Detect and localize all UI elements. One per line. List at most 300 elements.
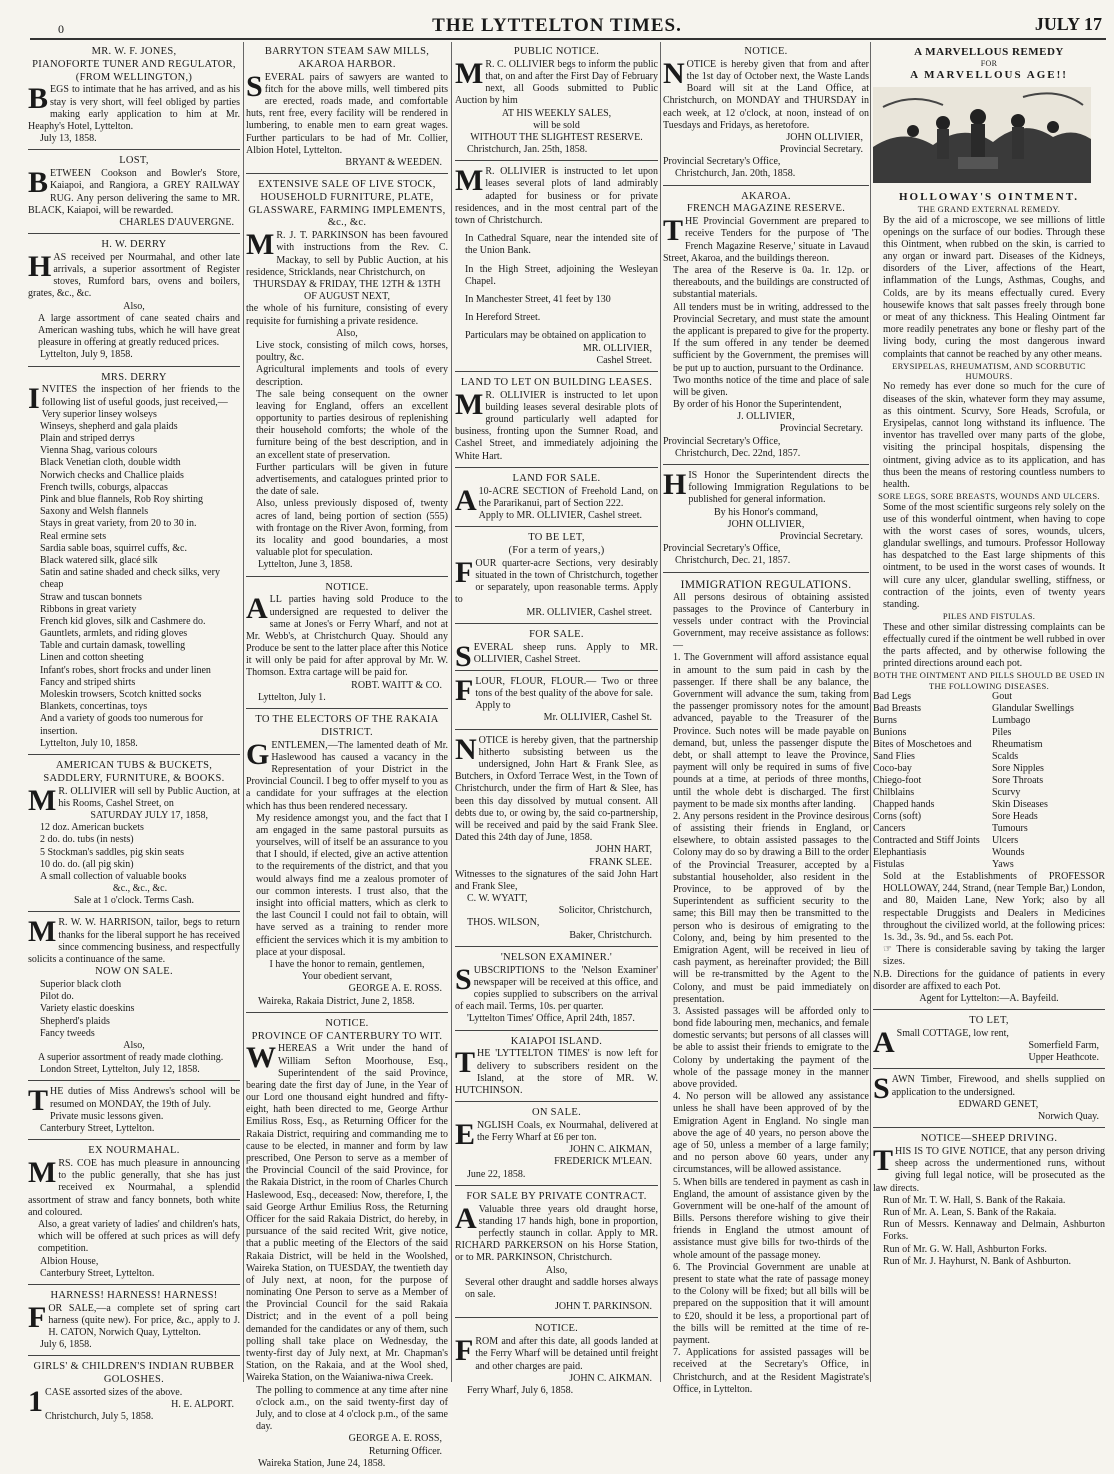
advert-address: Canterbury Street, Lyttelton.	[40, 1123, 155, 1135]
advert-heading: NOTICE.	[534, 1323, 579, 1335]
drop-cap: M	[28, 1156, 57, 1190]
advert-heading: FOR SALE BY PRIVATE CONTRACT.	[466, 1190, 647, 1202]
advert-body: HE duties of Miss Andrews's school will be resumed on MONDAY, the 19th of July.	[50, 1086, 240, 1110]
table-cell: Sore Throats	[992, 775, 1044, 787]
advert-harness	[28, 1288, 240, 1357]
drop-cap: F	[455, 555, 474, 589]
list-item: 5 Stockman's saddles, pig skin seats	[40, 846, 185, 858]
advert-body: No remedy has ever done so much for the cure of diseases of the skin, whatever form they may assume, as this ointment. Scurvy, Sore Heads, Scrofula, or Erysipelas, cannot long withstand its influence. The inventor has travelled over many parts of the globe, visiting the principal hospitals, dispensing the ointment, giving advice as to its application, and has thus been the means of restoring countless numbers to health.	[883, 381, 1105, 490]
drop-cap: N	[663, 56, 685, 90]
engraving-illustration	[873, 87, 1091, 183]
advert-date: Ferry Wharf, July 6, 1858.	[467, 1384, 574, 1396]
advert-public-notice	[455, 44, 658, 161]
advert-signature: ROBT. WAITT & CO.	[351, 679, 442, 691]
list-item: Stays in great variety, from 20 to 30 in.	[40, 518, 197, 530]
drop-cap: S	[455, 639, 472, 673]
column-2	[246, 44, 448, 1469]
list-item: French twills, coburgs, alpaccas	[40, 481, 168, 493]
advert-body: OTICE is hereby given, that the partnership hitherto subsisting between us the undersigned, John Hart & Frank Slee, as Butchers, in Oxford Terrace West, in the Town of Christchurch, under the firm of Hart & Slee, has been this day dissolved by mutual consent. All debts due to, or owing by, the said co-partnership, will be received and paid by the said Frank Slee. Dated this 24th day of June, 1858.	[455, 734, 658, 844]
advert-signature: JOHN C. AIKMAN.	[569, 1372, 652, 1384]
list-item: Pilot do.	[40, 991, 74, 1003]
regulation-item: 4. No person will be allowed any assistance unless he shall have been approved of by the Emigration Agent in England. No single man above the age of 40 years, no person above the age of 50, unless a member of a large family; and no person above 60 years, under any circumstances, will be allowed assistance.	[673, 1091, 869, 1176]
advert-goloshes	[28, 1359, 240, 1427]
table-cell: Scalds	[992, 751, 1019, 763]
drop-cap: S	[246, 69, 263, 103]
advert-address: Albion House,	[40, 1255, 99, 1267]
advert-saw-mills	[246, 44, 448, 174]
page-header	[0, 0, 1114, 40]
list-item: Winseys, shepherd and gala plaids	[40, 420, 178, 432]
advert-signature: Mr. OLLIVIER, Cashel St.	[543, 712, 652, 724]
drop-cap: S	[873, 1072, 890, 1106]
drop-cap: M	[455, 387, 484, 421]
advert-body: By his Honor's command,	[713, 506, 819, 518]
witness-title: Baker, Christchurch.	[569, 929, 652, 941]
advert-subhead: SORE LEGS, SORE BREASTS, WOUNDS AND ULCERS.	[878, 491, 1100, 502]
drop-cap: T	[663, 214, 684, 248]
advert-body: EGS to intimate that he has arrived, and as his stay is very short, will feel obliged by parties making early application to him at Mr. Heaphy's Hotel, Lyttelton.	[28, 84, 240, 132]
advert-body: ETWEEN Cookson and Bowler's Store, Kaiapoi, and Rangiora, a GREY RAILWAY RUG. Any person delivering the same to MR. BLACK, Kaiapoi, will be rewarded.	[28, 168, 240, 216]
table-cell: Bad Breasts	[873, 703, 922, 715]
advert-body: Sold at the Establishments of PROFESSOR HOLLOWAY, 244, Strand, (near Temple Bar,) London, and 80, Maiden Lane, New York; also by all respectable Druggists and Dealers in Medicines throughout the civilized world, at the following prices: 1s. 3d., 3s. 9d., and 5s. each Pot.	[883, 871, 1105, 943]
advert-heading: AKAROA.	[741, 190, 791, 202]
advert-body: Also, a great variety of ladies' and children's hats, which will be offered at such prices as will defy competition.	[38, 1218, 240, 1255]
advert-heading: NOTICE.	[744, 46, 788, 57]
advert-body: N.B. Directions for the guidance of patients in every disorder are affixed to each Pot.	[873, 968, 1105, 992]
advert-body: IS Honor the Superintendent directs the following Immigration Regulations to be published for general information.	[688, 470, 869, 506]
advert-body: Some of the most scientific surgeons rely solely on the use of this wonderful ointment, when having to cope with the worst cases of sores, wounds, ulcers, glandular swellings, and tumours. Professor Holloway has despatched to the East large shipments of this ointment, to be used in the worst cases of wounds. It will cure any ulcer, glandular swelling, stiffness, or contraction of the joints, even of twenty years standing.	[883, 501, 1105, 611]
advert-signature: Upper Heathcote.	[1028, 1052, 1099, 1064]
advert-body: Apply to	[475, 700, 511, 712]
advert-body: HE 'LYTTELTON TIMES' is now left for delivery to subscribers resident on the Island, at the store of MR. W. HUTCHINSON.	[455, 1048, 658, 1096]
list-item: Saxony and Welsh flannels	[40, 506, 149, 518]
list-item: Vienna Shag, various colours	[40, 445, 158, 457]
advert-also: Also,	[123, 1039, 145, 1051]
advert-body: In the High Street, adjoining the Wesleyan Chapel.	[465, 263, 658, 287]
advert-kaiapoi-island	[455, 1034, 658, 1103]
goods-list	[28, 409, 240, 738]
advert-holloway	[873, 44, 1105, 1010]
list-item: Black Venetian cloth, double width	[40, 457, 181, 469]
advert-signature: EDWARD GENET,	[958, 1098, 1039, 1110]
advert-body: Apply to MR. OLLIVIER, Cashel street.	[478, 510, 642, 522]
advert-mrs-coe	[28, 1143, 240, 1285]
advert-signature: Cashel Street.	[596, 354, 652, 366]
witness-title: Solicitor, Christchurch,	[558, 905, 652, 917]
list-item: Real ermine sets	[40, 530, 107, 542]
table-cell: Ulcers	[992, 835, 1019, 847]
regulation-item: 5. When bills are tendered in payment as cash in England, the amount of assistance given by the Government will be one-half of the amount of Bills. Persons therefore wishing to give their friends in England the utmost amount of assistance must give bills for two-thirds of the whole amount of the passage money.	[673, 1176, 869, 1261]
advert-subhead: BOTH THE OINTMENT AND PILLS SHOULD BE USED IN THE FOLLOWING DISEASES.	[873, 670, 1105, 691]
list-item: Sardia sable boas, squirrel cuffs, &c.	[40, 542, 187, 554]
list-item: French kid gloves, silk and Cashmere do.	[40, 615, 206, 627]
table-cell: Coco-bay	[873, 763, 912, 775]
advert-writ	[246, 1016, 448, 1474]
column-4	[663, 44, 869, 1395]
list-item: 2 do. do. tubs (in nests)	[40, 834, 134, 846]
sale-date: THURSDAY & FRIDAY, THE 12TH & 13TH OF AUGUST NEXT,	[253, 279, 441, 303]
column-rule	[243, 42, 244, 1382]
advert-body: HEREAS a Writ under the hand of William Sefton Moorhouse, Esq., Superintendent of the said Province, bearing date the first day of June, in the Year of our Lord one thousand eight hundred and fifty-eight, hath been directed to me, George Arthur Emilius Ross, Esq., as Returning Officer for the Rakaia District, requiring and commanding me to cause to be elected, in manner and form by law prescribed, One Person to serve as a member of the Provincial Council of the said Province, for the Rakaia District, in the room of Charles Church Haslewood, Esq., deceased: Now, therefore, I, the said George Arthur Emilius Ross, the Returning Officer for the said Rakaia District, do hereby, in pursuance of the said recited Writ, give notice, that a public meeting of the Electors of the said Rakaia District, will be held in the Woolshed, Waireka Station, on TUESDAY, the twentieth day of July next, at noon, for the purpose of nominating One Person to serve as a Member of the Provincial Council for the said Rakaia District; and in the event of a poll being demanded for the candidates or any of them, such polling shall take place on Wednesday, the twenty-first day of July next, at Mr. Chapman's Station, on the Rakaia, and at the Wool shed, Waireka Station, on the Waianiwa-niwa Creek.	[246, 1043, 448, 1384]
list-item: 12 doz. American buckets	[40, 822, 144, 834]
advert-title: HOLLOWAY'S OINTMENT.	[899, 190, 1079, 203]
drop-cap: B	[28, 82, 49, 116]
advert-heading: AMERICAN TUBS & BUCKETS, SADDLERY, FURNITURE, & BOOKS.	[43, 759, 225, 784]
advert-date: Waireka Station, June 24, 1858.	[258, 1457, 386, 1469]
advert-to-be-let	[455, 530, 658, 624]
advert-body: Valuable three years old draught horse, standing 17 hands high, bone in proportion, perfectly staunch in collar. Apply to MR. RICHARD PARKERSON on his Horse Station, or to MR. PARKINSON, Christchurch.	[455, 1203, 658, 1264]
advert-address: Christchurch, Jan. 20th, 1858.	[675, 168, 796, 180]
advert-signature: JOHN OLLIVIER,	[786, 131, 863, 143]
advert-date: Lyttelton, June 3, 1858.	[258, 559, 353, 571]
advert-piano-tuner	[28, 44, 240, 150]
advert-address: Provincial Secretary's Office,	[663, 156, 781, 168]
column-5	[873, 44, 1105, 1384]
table-cell: Sore Nipples	[992, 763, 1044, 775]
advert-body: Several other draught and saddle horses always on sale.	[465, 1276, 658, 1300]
table-cell: Bunions	[873, 727, 907, 739]
advert-signature: FRANK SLEE.	[589, 856, 652, 868]
table-cell: Piles	[992, 727, 1012, 739]
advert-body: will be sold	[533, 119, 580, 131]
table-cell: Chapped hands	[873, 799, 935, 811]
advert-date: July 6, 1858.	[40, 1339, 92, 1351]
column-rule	[451, 42, 452, 1382]
advert-body: The sale being consequent on the owner leaving for England, offers an excellent opportunity to parties desirous of replenishing their household comforts; the whole of the furniture being of the best description, and in an excellent state of preservation.	[256, 388, 448, 461]
regulation-item: 3. Assisted passages will be afforded only to bond fide labouring men, mechanics, and female domestic servants; but persons of all classes will be able to assist their friends to emigrate to the Colony by undertaking the payment of the whole of the passage money in the manner above provided.	[673, 1005, 869, 1091]
advert-heading: LAND FOR SALE.	[512, 472, 601, 484]
list-item: Plain and striped derrys	[40, 433, 135, 445]
advert-body: Two months notice of the time and place of sale will be given.	[673, 374, 869, 398]
drop-cap: A	[246, 592, 268, 626]
advert-body: CASE assorted sizes of the above.	[45, 1387, 183, 1399]
advert-body: Also, unless previously disposed of, twenty acres of land, being portion of section (555) with frontage on the River Avon, forming, from its locality and good boundaries, a most valuable plot for speculation.	[256, 498, 448, 559]
list-item: Norwich checks and Challice plaids	[40, 469, 184, 481]
drop-cap: G	[246, 737, 270, 771]
advert-signature: J. OLLIVIER,	[737, 411, 795, 423]
list-item: Satin and satine shaded and check silks, very cheap	[40, 567, 220, 591]
advert-address: Provincial Secretary's Office,	[663, 435, 781, 447]
advert-heading: HARNESS! HARNESS! HARNESS!	[50, 1289, 218, 1301]
advert-signature: GEORGE A. E. ROSS.	[348, 983, 442, 995]
list-item: 10 do. do. (all pig skin)	[40, 858, 134, 870]
advert-address: Christchurch, Dec. 22nd, 1857.	[675, 447, 801, 459]
advert-signature: Provincial Secretary.	[779, 530, 863, 542]
advert-body: OTICE is hereby given that from and after the 1st day of October next, the Waste Lands Board will sit at the Land Office, at Christchurch, on MONDAY and THURSDAY in each week, at 12 o'clock, at noon, instead of on Tuesdays and Fridays, as heretofore.	[663, 58, 869, 131]
advert-body: ROM and after this date, all goods landed at the Ferry Wharf will be detained until freight and other charges are paid.	[475, 1336, 658, 1372]
table-cell: Chiego-foot	[873, 775, 922, 787]
advert-partnership	[455, 733, 658, 947]
advert-body: Agricultural implements and tools of every description.	[256, 364, 448, 388]
advert-signature: Norwich Quay.	[1037, 1111, 1099, 1123]
advert-body: EVERAL pairs of sawyers are wanted to fitch for the above mills, well timbered pits are erected, roads made, and comfortable huts, rent free, every facility will be rendered in lumbering, to enable men to earn great wages. Further particulars to be had of Mr. Collier, Albion Hotel, Lyttelton.	[246, 71, 448, 156]
advert-signature: FREDERICK M'LEAN.	[554, 1156, 652, 1168]
drop-cap: M	[246, 228, 275, 262]
advert-date: June 22, 1858.	[467, 1168, 526, 1180]
advert-body: R. OLLIVIER is instructed to let upon leases several plots of land admirably adapted for business or for private residences, and in the most central part of the town of Christchurch.	[455, 166, 658, 227]
list-item: Infant's robes, short frocks and under linen	[40, 664, 211, 676]
list-item: Linen and cotton sheeting	[40, 652, 144, 664]
advert-land-for-sale	[455, 471, 658, 527]
advert-body: In Manchester Street, 41 feet by 130	[465, 293, 611, 305]
list-item: Fancy tweeds	[40, 1027, 95, 1039]
list-item: Shepherd's plaids	[40, 1015, 110, 1027]
list-item: &c., &c., &c.	[112, 883, 168, 895]
advert-signature: Provincial Secretary.	[779, 144, 863, 156]
advert-signature: BRYANT & WEEDEN.	[345, 156, 442, 168]
advert-body: EVERAL sheep runs. Apply to MR. OLLIVIER, Cashel Street.	[473, 641, 658, 665]
advert-also: Also,	[336, 327, 358, 339]
table-cell: Burns	[873, 715, 897, 727]
advert-signature: JOHN HART,	[595, 844, 652, 856]
list-item: Run of Mr. T. W. Hall, S. Bank of the Rakaia.	[883, 1194, 1066, 1206]
advert-also: Also,	[123, 300, 145, 312]
drop-cap: M	[455, 56, 484, 90]
advert-closing: I have the honor to remain, gentlemen,	[269, 958, 425, 970]
advert-body: Witnesses to the signatures of the said John Hart and Frank Slee,	[455, 868, 658, 892]
witness-name: C. W. WYATT,	[467, 893, 528, 905]
advert-subhead: NOW ON SALE.	[95, 966, 173, 978]
list-item: Superior black cloth	[40, 978, 122, 990]
advert-heading: 'NELSON EXAMINER.'	[500, 951, 613, 963]
advert-heading: ON SALE.	[531, 1107, 582, 1119]
diseases-table	[873, 691, 1105, 871]
advert-body: AS received per Nourmahal, and other late arrivals, a superior assortment of Register stoves, Rumford bars, ovens and boilers, grates, &c., &c.	[28, 251, 240, 300]
advert-body: 10-ACRE SECTION of Freehold Land, on the Pararikanui, part of Section 222.	[478, 485, 658, 509]
advert-heading: A MARVELLOUS REMEDY	[914, 46, 1064, 58]
advert-body: ENTLEMEN,—The lamented death of Mr. Haslewood has caused a vacancy in the Representation of your District in the Provincial Council. I beg to offer myself to you as a candidate for your suffrages at the election which has thus been rendered necessary.	[246, 739, 448, 812]
advert-body: Particulars may be obtained on application to	[465, 330, 647, 342]
advert-heading: NOTICE.	[325, 1017, 369, 1029]
advert-honor-directs	[663, 468, 869, 573]
advert-body: LOUR, FLOUR, FLOUR.— Two or three tons of the best quality of the above for sale.	[475, 675, 658, 700]
advert-flour	[455, 674, 658, 730]
page-mark: 0	[58, 22, 64, 36]
drop-cap: F	[455, 673, 474, 707]
advert-signature: GEORGE A. E. ROSS,	[348, 1433, 442, 1445]
advert-heading: IMMIGRATION REGULATIONS.	[680, 578, 852, 591]
advert-date: Waireka, Rakaia District, June 2, 1858.	[258, 995, 415, 1007]
advert-body: NVITES the inspection of her friends to the following list of useful goods, just received,—	[41, 384, 240, 408]
advert-signature: JOHN C. AIKMAN,	[569, 1144, 652, 1156]
table-cell: Lumbago	[992, 715, 1031, 727]
advert-body: All tenders must be in writing, addressed to the Provincial Secretary, and must state the amount the applicant is prepared to give for the property. If the sum offered in any tender be deemed sufficient by the Government, the premises will be put up to auction, pursuant to the Ordinance.	[673, 301, 869, 374]
drop-cap: A	[455, 1201, 477, 1235]
advert-body: The area of the Reserve is 0a. 1r. 12p. or thereabouts, and the buildings are constructed of substantial materials.	[673, 265, 869, 301]
table-cell: Chilblains	[873, 787, 915, 799]
table-cell: Glandular Swellings	[992, 703, 1074, 715]
advert-lost	[28, 153, 240, 234]
column-1	[28, 44, 240, 1423]
drop-cap: M	[455, 164, 484, 198]
advert-subhead: FOR	[980, 59, 998, 69]
advert-body: OR SALE,—a complete set of spring cart harness (quite new). For price, &c., apply to J. H. CATON, Norwich Quay, Lyttelton.	[48, 1302, 240, 1339]
advert-signature: MR. OLLIVIER, Cashel street.	[526, 606, 652, 618]
advert-date: July 13, 1858.	[40, 133, 97, 145]
table-cell: Fistulas	[873, 859, 905, 871]
advert-heading: GIRLS' & CHILDREN'S INDIAN RUBBER GOLOSHES.	[33, 1361, 235, 1386]
list-item: Run of Mr. J. Hayhurst, N. Bank of Ashburton.	[883, 1255, 1072, 1267]
advert-date: London Street, Lyttelton, July 12, 1858.	[40, 1064, 200, 1076]
advert-signature: CHARLES D'AUVERGNE.	[119, 216, 234, 228]
advert-body: A large assortment of cane seated chairs and American washing tubs, which he will have great pleasure in offering at greatly reduced prices.	[38, 312, 240, 349]
advert-signature: Provincial Secretary.	[779, 423, 863, 435]
advert-signature: JOHN T. PARKINSON.	[554, 1301, 652, 1313]
advert-agent: Agent for Lyttelton:—A. Bayfeild.	[919, 992, 1059, 1004]
list-item: Run of Mr. A. Lean, S. Bank of the Rakaia.	[883, 1206, 1057, 1218]
advert-address: 'Lyttelton Times' Office, April 24th, 1857.	[467, 1013, 635, 1025]
advert-heading: H. W. DERRY	[101, 239, 167, 251]
advert-heading: TO THE ELECTORS OF THE RAKAIA DISTRICT.	[255, 714, 439, 738]
drop-cap: N	[455, 732, 477, 766]
list-item: Ribbons in great variety	[40, 603, 137, 615]
advert-subhead: THE GRAND EXTERNAL REMEDY.	[917, 204, 1061, 215]
drop-cap: F	[28, 1300, 47, 1334]
regulation-item: 1. The Government will afford assistance equal in amount to the sum paid in cash by the passenger. If there shall be any balance, the Government will advance the sum, taking from the passenger promissory notes for the amount advanced, payable to the Treasurer of the Province. Such notes will be made payable on demand, but, unless the passenger dispute the debt, or shall attempt to leave the Province, payment will only be required in sums of five pounds at a time, at periods of three months, until the whole debt is discharged. The first payment to be made six months after landing.	[673, 652, 869, 810]
advert-heading: KAIAPOI ISLAND.	[510, 1035, 603, 1047]
newspaper-title: THE LYTTELTON TIMES.	[432, 15, 682, 36]
advert-signature: JOHN OLLIVIER,	[727, 518, 805, 530]
table-cell: Elephantiasis	[873, 847, 927, 859]
regulation-item: 2. Any persons resident in the Province desirous of assisting their friends in England, or elsewhere, to obtain assisted passages to the Colony may do so by drawing a Bill to the order of the Provincial Treasurer, accepted by a substantial householder, also resident in the Province, to be approved of by the Superintendent as sufficient security to the same; this Bill may then be transmitted to the person who is desirous of emigrating to the Colony, and, being by him presented to the Emigration Agent, will be received in lieu of cash payment, as hereinafter provided; the Bill will be re-transmitted by the Agent to the Colony, and must be paid immediately on presentation.	[673, 810, 869, 1005]
table-cell: Contracted and Stiff Joints	[873, 835, 980, 847]
advert-leases	[455, 164, 658, 372]
advert-heading: NOTICE.	[325, 581, 369, 593]
list-item: Straw and tuscan bonnets	[40, 591, 142, 603]
advert-body: Private music lessons given.	[50, 1110, 164, 1122]
table-cell: Skin Diseases	[992, 799, 1048, 811]
table-cell: Scurvy	[992, 787, 1021, 799]
advert-body: AWN Timber, Firewood, and shells supplied on application to the undersigned.	[891, 1074, 1105, 1098]
advert-body: ☞ There is considerable saving by taking the larger sizes.	[883, 944, 1105, 968]
advert-body: HIS IS TO GIVE NOTICE, that any person driving sheep across the undermentioned runs, without giving full legal notice, will be prosecuted as the law directs.	[873, 1146, 1105, 1194]
advert-body: The polling to commence at any time after nine o'clock a.m., on the said twenty-first day of July, and to close at 4 o'clock p.m., of the same day.	[256, 1384, 448, 1433]
drop-cap: S	[455, 962, 472, 996]
advert-produce-notice	[246, 580, 448, 709]
advert-tubs-auction	[28, 758, 240, 912]
advert-signature: H. E. ALPORT.	[171, 1399, 234, 1411]
advert-date: Lyttelton, July 9, 1858.	[40, 349, 133, 361]
advert-school	[28, 1084, 240, 1140]
advert-heading: PUBLIC NOTICE.	[513, 46, 600, 57]
sale-date: SATURDAY JULY 17, 1858,	[90, 809, 208, 821]
advert-body: My residence amongst you, and the fact that I am engaged in the same pastoral pursuits as yourselves, will of itself be an assurance to you that I should, if elected, give an active attention to the requirements of the district, and that you would always find me a zealous promoter of our common interests. I trust also, that the insight into official matters, which as clerk to the last Council I could not fail to obtain, will have served as a training to render more efficient the services which it is my ambition to place at your disposal.	[256, 812, 448, 958]
advert-body: R. W. W. HARRISON, tailor, begs to return thanks for the liberal support he has received since commencing business, and respectfully solicits a continuance of the same.	[28, 917, 240, 965]
advert-address: Provincial Secretary's Office,	[663, 543, 781, 555]
advert-subhead: FRENCH MAGAZINE RESERVE.	[686, 203, 846, 215]
drop-cap: T	[28, 1084, 49, 1118]
advert-heading: LOST,	[119, 155, 149, 167]
advert-heading: TO LET,	[969, 1015, 1009, 1027]
list-item: Variety elastic doeskins	[40, 1003, 135, 1015]
advert-date: Lyttelton, July 10, 1858.	[40, 737, 138, 749]
advert-sheep-runs	[455, 627, 658, 671]
advert-body: NGLISH Coals, ex Nourmahal, delivered at the Ferry Wharf at £6 per ton.	[477, 1119, 658, 1144]
table-cell: Tumours	[992, 823, 1028, 835]
drop-cap: B	[28, 166, 49, 200]
table-cell: Bad Legs	[873, 691, 912, 703]
table-cell: Bites of Moschetoes and Sand Flies	[873, 739, 972, 763]
advert-name: MR. W. F. JONES,	[91, 46, 177, 57]
regulation-item: 7. Applications for assisted passages will be received at the Secretary's Office, in Christchurch, and at the Resident Magistrate's Office, in Lyttelton.	[673, 1347, 869, 1395]
advert-subhead: AT HIS WEEKLY SALES,	[501, 107, 612, 119]
advert-electors	[246, 712, 448, 1013]
list-item: A small collection of valuable books	[40, 870, 187, 882]
advert-body: By order of his Honor the Superintendent,	[673, 399, 842, 411]
advert-nelson-examiner	[455, 950, 658, 1031]
advert-horse-sale	[455, 1189, 658, 1318]
advert-signature: Returning Officer.	[368, 1445, 442, 1457]
advert-mrs-derry	[28, 370, 240, 755]
advert-address: Canterbury Street, Lyttelton.	[40, 1267, 155, 1279]
advert-body: R. J. T. PARKINSON has been favoured with instructions from the Rev. C. Mackay, to sell by Public Auction, at his residence, Stricklands, near Christchurch, on	[246, 230, 448, 278]
advert-sawn-timber	[873, 1072, 1105, 1128]
drop-cap: F	[455, 1334, 474, 1368]
advert-body: R. OLLIVIER will sell by Public Auction, at his Rooms, Cashel Street, on	[58, 785, 240, 809]
advert-ferry-wharf	[455, 1321, 658, 1401]
advert-body: Small COTTAGE, low rent,	[896, 1027, 1009, 1039]
table-cell: Corns (soft)	[873, 811, 922, 823]
advert-closing: Your obedient servant,	[301, 971, 393, 983]
advert-subhead: ERYSIPELAS, RHEUMATISM, AND SCORBUTIC HUMOURS.	[892, 360, 1086, 382]
table-cell: Yaws	[992, 859, 1014, 871]
advert-heading: TO BE LET,	[528, 532, 585, 544]
advert-heading: MRS. DERRY	[101, 371, 167, 383]
table-cell: Rheumatism	[992, 739, 1043, 751]
drop-cap: E	[455, 1117, 476, 1151]
advert-heading: BARRYTON STEAM SAW MILLS, AKAROA HARBOR.	[264, 46, 430, 70]
list-item: Table and curtain damask, towelling	[40, 640, 186, 652]
advert-body: By the aid of a microscope, we see millions of little openings on the surface of our bodies. Through these this Ointment, when rubbed on the skin, is carried to any organ or inward part. Diseases of the Kidneys, disorders of the Liver, affections of the Heart, inflammation of the Lungs, Asthmas, Coughs, and Colds, are by its means effectually cured. Every housewife knows that salt passes freely through bone or meat of any thickness. This Healing Ointment far more readily penetrates any bone or fleshy part of the living body, curing the most dangerous inward complaints that cannot be reached by any other means.	[883, 214, 1105, 360]
advert-body: OUR quarter-acre Sections, very desirably situated in the town of Christchurch, together or separately, upon reasonable terms. Apply to	[455, 557, 658, 606]
drop-cap: W	[246, 1041, 276, 1075]
drop-cap: I	[28, 382, 40, 416]
table-cell: Gout	[992, 691, 1012, 703]
regulation-item: 6. The Provincial Government are unable at present to state what the rate of passage money to the Colony will be fixed; but all bills will be prepared on the supposition that it will amount to £20, should it be less, a proportional part of the bills will be remitted at the time of re-payment.	[673, 1261, 869, 1346]
advert-subhead: PILES AND FISTULAS.	[942, 611, 1036, 622]
list-item: Run of Messrs. Kennaway and Delmain, Ashburton Forks.	[883, 1219, 1105, 1243]
column-3	[455, 44, 658, 1396]
advert-heading: EXTENSIVE SALE OF LIVE STOCK, HOUSEHOLD FURNITURE, PLATE, GLASSWARE, FARMING IMPLEMENTS, &c., &c.	[248, 179, 446, 229]
list-item: Run of Mr. G. W. Hall, Ashburton Forks.	[883, 1243, 1047, 1255]
drop-cap: T	[455, 1046, 476, 1080]
sale-terms: Sale at 1 o'clock. Terms Cash.	[73, 895, 195, 907]
advert-body: the whole of his furniture, consisting of every requisite for furnishing a private residence.	[246, 303, 448, 327]
advert-immigration	[663, 576, 869, 1400]
drop-cap: M	[28, 915, 57, 949]
header-rule	[30, 38, 1106, 40]
drop-cap: A	[873, 1025, 895, 1059]
drop-cap: M	[28, 783, 57, 817]
advert-parkinson-sale	[246, 177, 448, 576]
advert-sheep-driving	[873, 1131, 1105, 1272]
advert-body: R. OLLIVIER is instructed to let upon building leases several desirable plots of ground particularly well adapted for business, fronting upon the Sumner Road, and Cashel Street, and immediately adjoining the White Hart.	[455, 389, 658, 462]
issue-date: JULY 17	[1034, 14, 1102, 34]
drop-cap: A	[455, 483, 477, 517]
advert-body: These and other similar distressing complaints can be effectually cured if the ointment be well rubbed in over the parts affected, and by otherwise following the printed directions around each pot.	[883, 621, 1105, 670]
advert-subhead: WITHOUT THE SLIGHTEST RESERVE.	[470, 131, 643, 143]
advert-coals	[455, 1105, 658, 1186]
list-item: Very superior linsey wolseys	[41, 408, 157, 420]
column-rule	[660, 42, 661, 1382]
advert-cottage	[873, 1013, 1105, 1069]
advert-address: Christchurch, Dec. 21, 1857.	[675, 555, 791, 567]
list-item: Moleskin trowsers, Scotch knitted socks	[40, 689, 202, 701]
advert-body: Further particulars will be given in future advertisements, and catalogues printed prior to the date of sale.	[256, 461, 448, 498]
advert-subhead: (For a term of years,)	[508, 545, 605, 556]
witness-name: THOS. WILSON,	[467, 917, 540, 929]
advert-date: Lyttelton, July 1.	[258, 691, 326, 703]
